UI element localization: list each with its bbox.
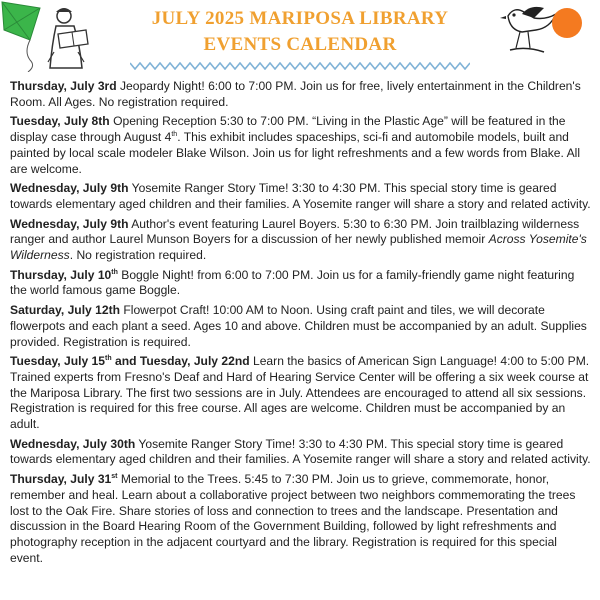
event-date [10,472,118,486]
title-line-2: EVENTS CALENDAR [203,34,397,55]
event-date: Wednesday, July 9th [10,216,129,231]
sun-icon [552,8,582,38]
event-item [10,354,592,433]
events-list [10,79,592,570]
ordinal-suffix: th [105,355,112,363]
event-item [10,268,592,299]
event-text: Boggle Night! from 6:00 to 7:00 PM. Join us for a family-friendly game night featuring the world famous game Boggle. [10,267,575,298]
event-date [10,354,250,368]
event-date: Tuesday, July 8th [10,114,110,129]
ordinal-suffix: th [171,131,178,139]
title-line-1: JULY 2025 MARIPOSA LIBRARY [151,8,449,29]
event-item [10,181,592,212]
event-date-text: and Tuesday, July 22nd [111,354,250,369]
event-date-text: Thursday, July 31 [10,472,112,487]
event-text: Flowerpot Craft! 10:00 AM to Noon. Using craft paint and tiles, we will decorate flowerpots and each plant a seed. Ages 10 and above. Children must be accompanied by an adult. Supplies provided. Registration is required. [10,303,587,349]
page-title [110,6,490,58]
event-item [10,79,592,110]
event-text: Author's event featuring Laurel Boyers. 5:30 to 6:30 PM. Join trailblazing wilderness ranger and author Laurel Munson Boyers for a discussion of her newly published memoir [10,216,580,247]
event-date: Wednesday, July 9th [10,181,129,196]
event-item [10,303,592,350]
event-date-text: Tuesday, July 15 [10,354,106,369]
reader-illustration [42,4,98,70]
ordinal-suffix: st [111,473,118,481]
event-text: . This exhibit includes spaceships, sci-fi and automobile models, built and painted by local scale modeler Blake Wilson. Join us for light refreshments and a few words from Blake. All are welcome. [10,130,581,176]
event-item [10,217,592,264]
event-text: Learn the basics of American Sign Language! 4:00 to 5:00 PM. Trained experts from Fresno's Deaf and Hard of Hearing Service Center will be offering a six week course at the Mariposa Library. The first two sessions are in July. Attendees are encouraged to attend all six sessions. Registration is required for this free course. All ages are welcome. Children must be accompanied by an adult. [10,354,590,432]
event-text: Yosemite Ranger Story Time! 3:30 to 4:30 PM. This special story time is geared towards elementary aged children and their families. A Yosemite ranger will share a story and related activity. [10,436,591,467]
event-date: Wednesday, July 30th [10,436,136,451]
header [0,0,600,72]
event-text: Yosemite Ranger Story Time! 3:30 to 4:30 PM. This special story time is geared towards elementary aged children and their families. A Yosemite ranger will share a story and related activity. [10,181,591,211]
event-date [10,268,118,282]
event-date: Thursday, July 3rd [10,79,117,93]
ordinal-suffix: th [111,268,118,276]
event-text: . No registration required. [69,248,207,263]
bird-illustration [500,2,560,58]
event-text: Jeopardy Night! 6:00 to 7:00 PM. Join us for free, lively entertainment in the Children's Room. All Ages. No registration required. [10,79,581,109]
zigzag-divider [130,62,470,70]
event-item [10,472,592,566]
event-text: Opening Reception 5:30 to 7:00 PM. “Living in the Plastic Age” will be featured in the display case through August 4 [10,114,566,145]
book-title: Across Yosemite's Wilderness [10,232,587,263]
event-item [10,437,592,468]
event-text: Memorial to the Trees. 5:45 to 7:30 PM. Join us to grieve, commemorate, honor, remember and heal. Learn about a collaborative project between two neighbors commemorating the trees lost to the Oak Fire. Share stories of loss and connection to trees and the landscape. Presentation and discussion in the Board Hearing Room of the Government Building, followed by light refreshments and photography reception in the adjacent courtyard and the library. Registration is required for this special event. [10,472,576,565]
event-date-text: Thursday, July 10 [10,267,112,282]
event-date: Saturday, July 12th [10,303,121,318]
event-item [10,114,592,177]
